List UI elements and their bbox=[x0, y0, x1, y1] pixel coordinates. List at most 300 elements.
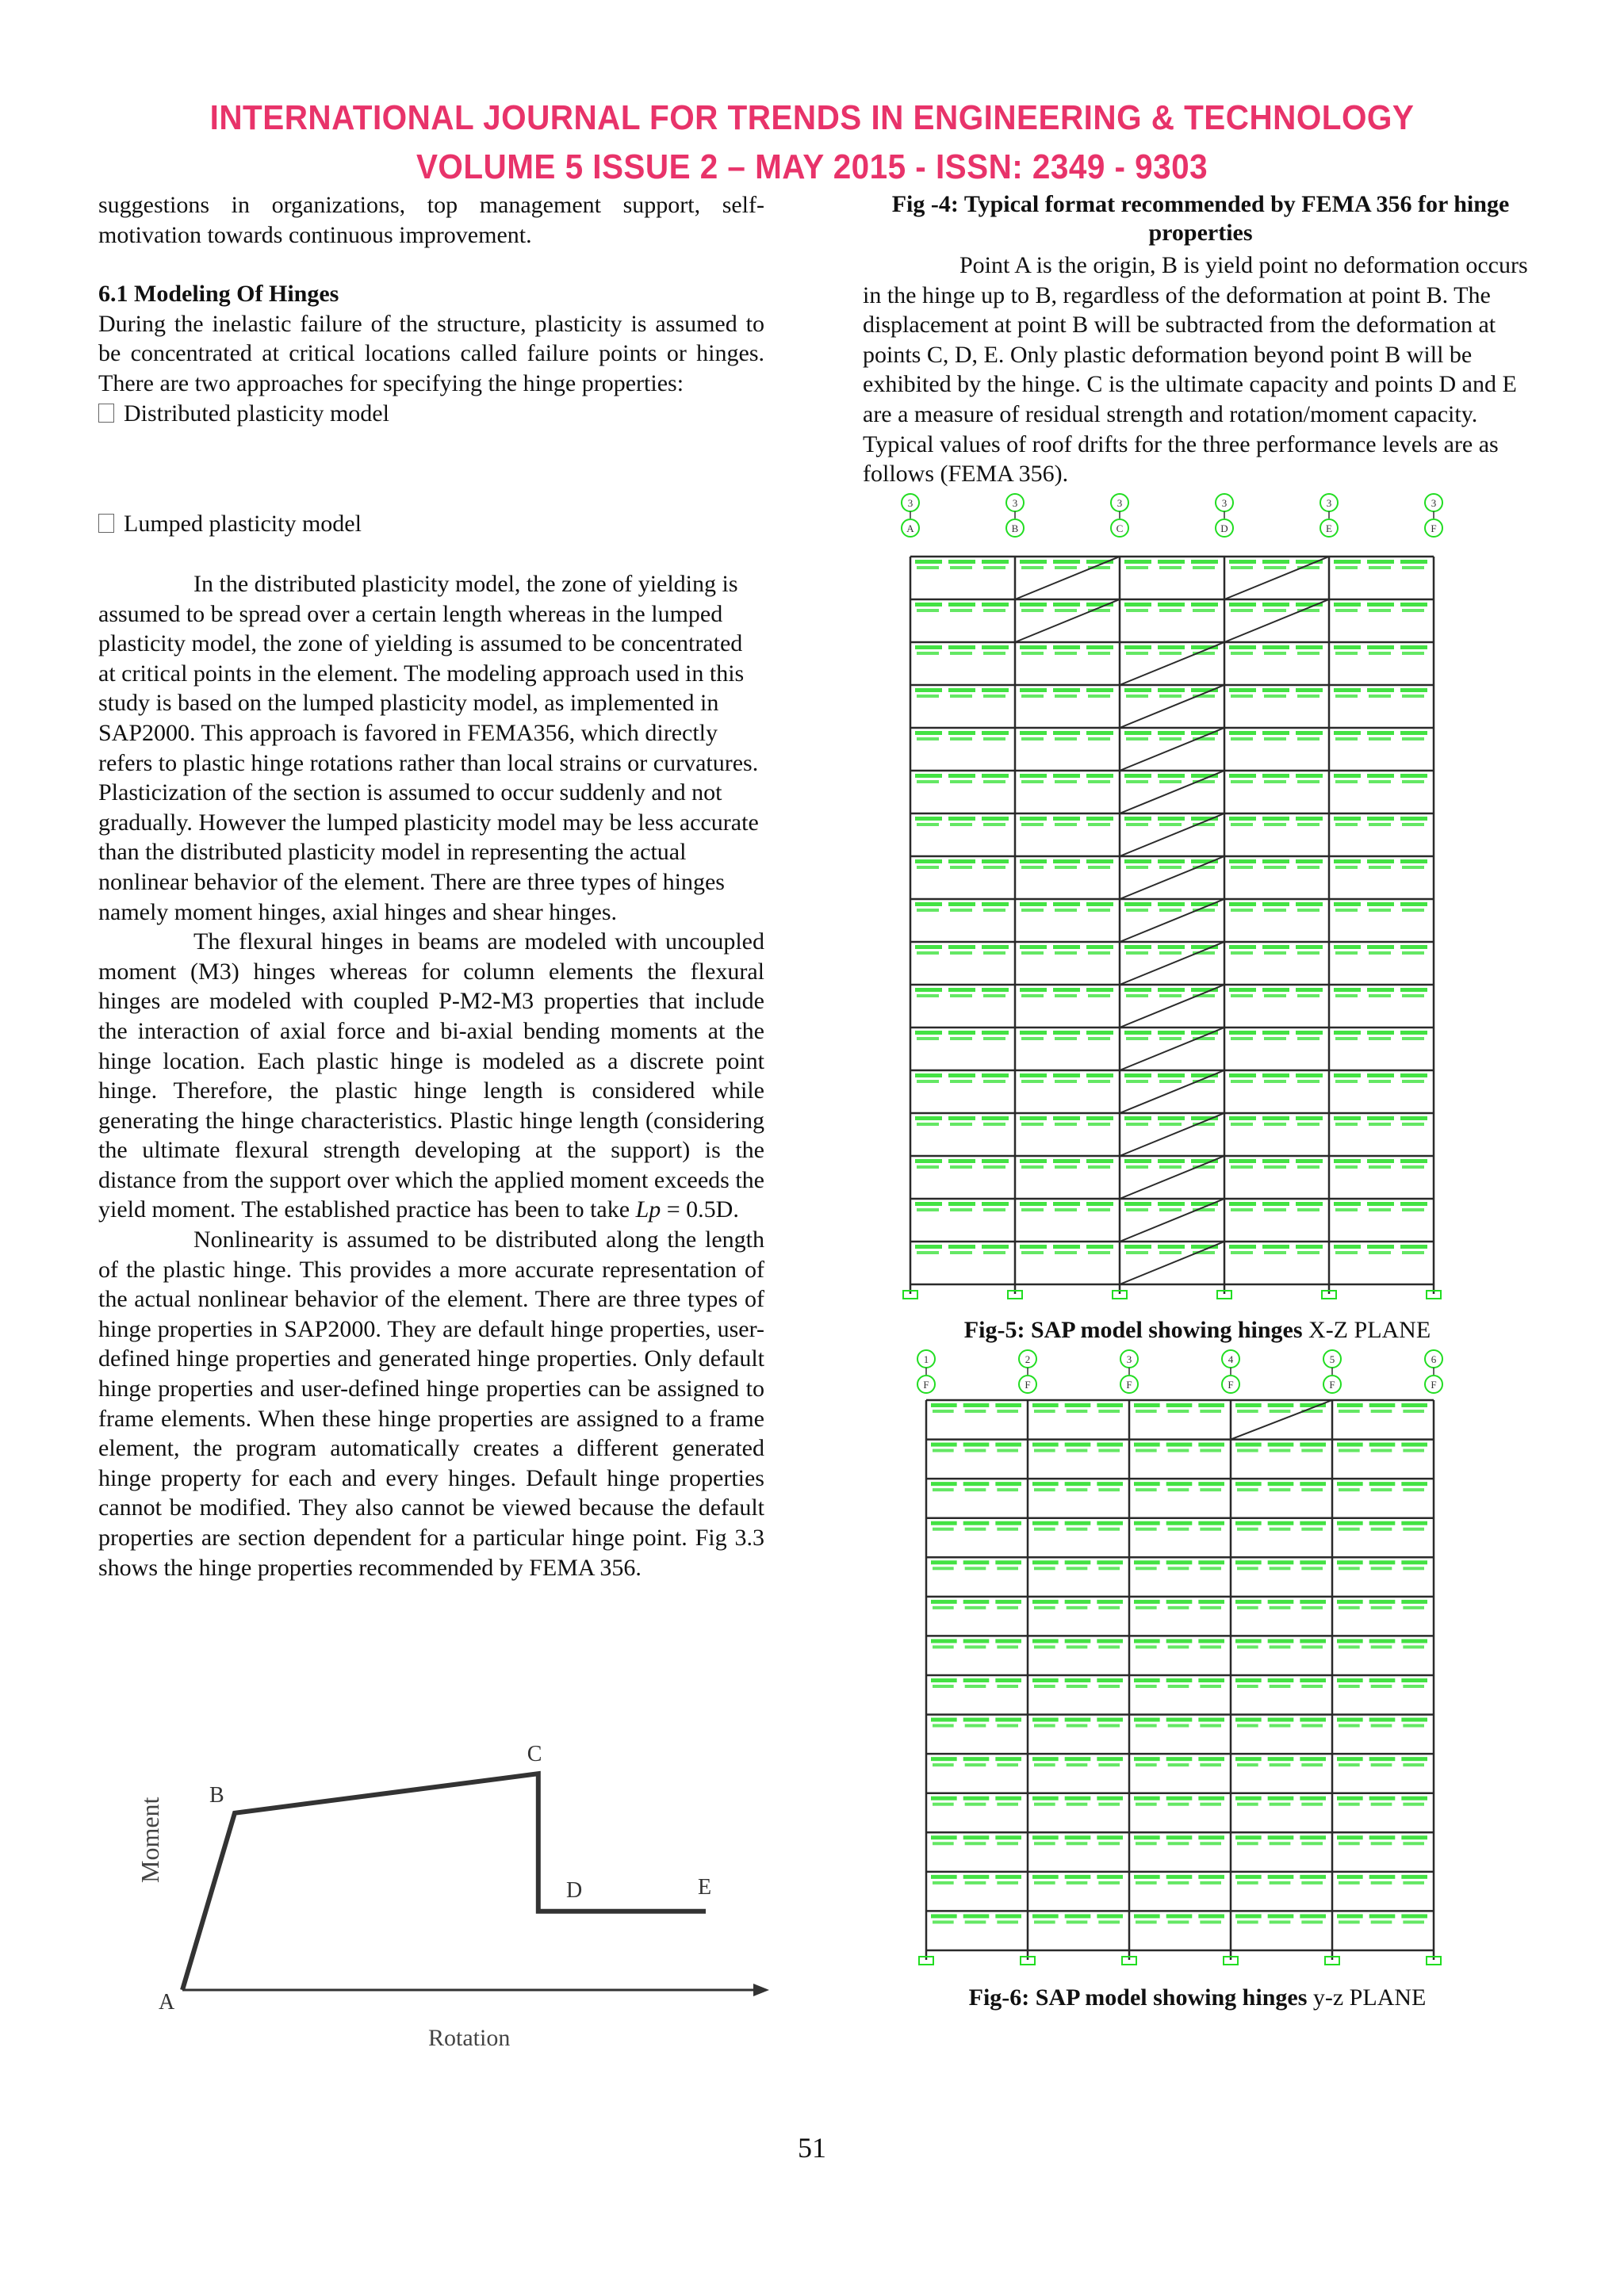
hinge-label-strip bbox=[1159, 1123, 1182, 1126]
hinge-label-strip bbox=[1337, 1443, 1363, 1447]
hinge-label-strip bbox=[915, 560, 942, 564]
hinge-label-strip bbox=[1088, 866, 1110, 869]
hinge-label-strip bbox=[1055, 737, 1077, 740]
hinge-label-strip bbox=[1339, 1685, 1360, 1688]
hinge-label-strip bbox=[948, 731, 975, 735]
hinge-label-strip bbox=[1053, 902, 1080, 906]
hinge-label-strip bbox=[948, 1159, 975, 1163]
hinge-label-strip bbox=[1237, 1645, 1258, 1648]
hinge-label-strip bbox=[1237, 1724, 1258, 1728]
hinge-label-strip bbox=[1126, 737, 1148, 740]
hinge-label-strip bbox=[1158, 1159, 1185, 1163]
hinge-label-strip bbox=[1264, 1208, 1286, 1211]
hinge-label-strip bbox=[1065, 1678, 1091, 1682]
hinge-label-strip bbox=[933, 1645, 954, 1648]
hinge-label-strip bbox=[1367, 688, 1394, 692]
hinge-label-strip bbox=[950, 866, 972, 869]
hinge-label-strip bbox=[1055, 951, 1077, 955]
hinge-label-strip bbox=[1335, 566, 1358, 569]
hinge-label-strip bbox=[1235, 1560, 1262, 1564]
hinge-label-strip bbox=[1158, 731, 1185, 735]
hinge-label-strip bbox=[931, 1718, 957, 1722]
hinge-label-strip bbox=[1134, 1639, 1160, 1643]
hinge-label-strip bbox=[1124, 1073, 1151, 1077]
hinge-label-strip bbox=[1237, 1488, 1258, 1491]
hinge-label-strip bbox=[1198, 1875, 1224, 1879]
hinge-label-strip bbox=[1088, 652, 1110, 655]
hinge-label-strip bbox=[1086, 1073, 1113, 1077]
hinge-label-strip bbox=[1369, 1443, 1396, 1447]
hinge-label-strip bbox=[1402, 909, 1424, 912]
hinge-label-strip bbox=[1168, 1528, 1189, 1531]
hinge-label-strip bbox=[1367, 731, 1394, 735]
hinge-label-strip bbox=[1088, 1165, 1110, 1169]
hinge-label-strip bbox=[1200, 1920, 1221, 1923]
hinge-curve-line bbox=[182, 1774, 706, 1990]
hinge-label-strip bbox=[1034, 1685, 1055, 1688]
hinge-label-strip bbox=[948, 688, 975, 692]
hinge-label-strip bbox=[1159, 1080, 1182, 1083]
hinge-label-strip bbox=[982, 1116, 1009, 1120]
issue-line: VOLUME 5 ISSUE 2 – MAY 2015 - ISSN: 2349 - 9303 bbox=[416, 147, 1208, 186]
hinge-label-strip bbox=[1032, 1639, 1059, 1643]
paragraph-nonlinearity: Nonlinearity is assumed to be distributed along the length of the plastic hinge. This provides a more accurate representation of the actual nonlinear behavior of the element. There are three types of hinge properties in SAP2000. They are default hinge properties, user-defined hinge properties and generated hinge properties. Only default hinge properties and user-defined hinge properties can be assigned to frame elements. When these hinge properties are assigned to a frame element, the program automatically creates a different generated hinge property for each and every hinges. Default hinge properties cannot be modified. They also cannot be viewed because the default properties are section dependent for a particular hinge point. Fig 3.3 shows the hinge properties recommended by FEMA 356. bbox=[98, 1226, 764, 1581]
hinge-label-strip bbox=[1403, 1606, 1424, 1609]
hinge-label-strip bbox=[1136, 1803, 1157, 1806]
hinge-label-strip bbox=[1270, 1410, 1291, 1413]
hinge-label-strip bbox=[950, 1080, 972, 1083]
hinge-label-strip bbox=[1158, 1245, 1185, 1249]
hinge-label-strip bbox=[1124, 902, 1151, 906]
hinge-label-strip bbox=[1055, 1208, 1077, 1211]
hinge-label-strip bbox=[1098, 1410, 1120, 1413]
hinge-label-strip bbox=[965, 1449, 986, 1452]
hinge-label-strip bbox=[1231, 909, 1253, 912]
hinge-label-strip bbox=[997, 1803, 1018, 1806]
hinge-label-strip bbox=[1369, 1914, 1396, 1918]
hinge-label-strip bbox=[1158, 1031, 1185, 1035]
hinge-label-strip bbox=[1055, 823, 1077, 826]
hinge-label-strip bbox=[1300, 1482, 1326, 1486]
hinge-label-strip bbox=[1020, 859, 1047, 863]
hinge-label-strip bbox=[1367, 1073, 1394, 1077]
hinge-label-strip bbox=[1334, 603, 1361, 607]
hinge-label-strip bbox=[1097, 1639, 1123, 1643]
hinge-label-strip bbox=[1055, 609, 1077, 612]
bullet-distributed bbox=[98, 399, 764, 429]
hinge-label-strip bbox=[1065, 1639, 1091, 1643]
hinge-label-strip bbox=[1086, 731, 1113, 735]
hinge-label-strip bbox=[997, 1920, 1018, 1923]
hinge-label-strip bbox=[1369, 737, 1391, 740]
hinge-label-strip bbox=[1034, 1410, 1055, 1413]
hinge-label-strip bbox=[997, 1488, 1018, 1491]
hinge-label-strip bbox=[1158, 945, 1185, 949]
bullet-box-icon bbox=[98, 514, 114, 533]
hinge-label-strip bbox=[1168, 1567, 1189, 1570]
hinge-label-strip bbox=[1334, 688, 1361, 692]
hinge-label-strip bbox=[1159, 1208, 1182, 1211]
hinge-label-strip bbox=[1401, 1718, 1427, 1722]
hinge-label-strip bbox=[1270, 1606, 1291, 1609]
left-column-body bbox=[98, 569, 764, 1582]
hinge-label-strip bbox=[1301, 1488, 1323, 1491]
hinge-label-strip bbox=[1270, 1685, 1291, 1688]
hinge-label-strip bbox=[1032, 1403, 1059, 1407]
hinge-label-strip bbox=[948, 1245, 975, 1249]
hinge-label-strip bbox=[1053, 560, 1080, 564]
hinge-label-strip bbox=[1301, 1449, 1323, 1452]
hinge-label-strip bbox=[1400, 902, 1427, 906]
grid-label: 6 bbox=[1431, 1353, 1437, 1365]
hinge-label-strip bbox=[1053, 603, 1080, 607]
point-label-e: E bbox=[698, 1874, 712, 1900]
hinge-label-strip bbox=[1369, 1403, 1396, 1407]
hinge-label-strip bbox=[995, 1521, 1021, 1525]
hinge-label-strip bbox=[1086, 1202, 1113, 1206]
hinge-label-strip bbox=[1067, 1803, 1088, 1806]
hinge-label-strip bbox=[1126, 695, 1148, 698]
hinge-label-strip bbox=[1034, 1881, 1055, 1885]
hinge-label-strip bbox=[1337, 1914, 1363, 1918]
hinge-label-strip bbox=[1126, 1123, 1148, 1126]
hinge-label-strip bbox=[1124, 945, 1151, 949]
hinge-label-strip bbox=[950, 695, 972, 698]
hinge-label-strip bbox=[948, 1073, 975, 1077]
hinge-label-strip bbox=[1339, 1803, 1360, 1806]
hinge-label-strip bbox=[933, 1685, 954, 1688]
hinge-label-strip bbox=[1402, 609, 1424, 612]
hinge-label-strip bbox=[1067, 1488, 1088, 1491]
hinge-label-strip bbox=[1200, 1410, 1221, 1413]
hinge-label-strip bbox=[1268, 1875, 1294, 1879]
hinge-label-strip bbox=[917, 909, 939, 912]
hinge-label-strip bbox=[950, 566, 972, 569]
hinge-label-strip bbox=[1268, 1757, 1294, 1761]
hinge-label-strip bbox=[1402, 1251, 1424, 1254]
hinge-label-strip bbox=[1134, 1443, 1160, 1447]
hinge-label-strip bbox=[1098, 1842, 1120, 1845]
hinge-label-strip bbox=[1124, 817, 1151, 821]
hinge-label-strip bbox=[915, 945, 942, 949]
hinge-label-strip bbox=[1021, 1123, 1044, 1126]
hinge-label-strip bbox=[1020, 774, 1047, 778]
hinge-label-strip bbox=[1339, 1724, 1360, 1728]
hinge-label-strip bbox=[1270, 1842, 1291, 1845]
hinge-label-strip bbox=[1124, 603, 1151, 607]
hinge-label-strip bbox=[1369, 909, 1391, 912]
hinge-label-strip bbox=[995, 1757, 1021, 1761]
hinge-label-strip bbox=[1136, 1842, 1157, 1845]
hinge-label-strip bbox=[1296, 1116, 1323, 1120]
hinge-label-strip bbox=[1367, 945, 1394, 949]
hinge-label-strip bbox=[1067, 1763, 1088, 1766]
hinge-label-strip bbox=[1268, 1482, 1294, 1486]
hinge-label-strip bbox=[1262, 645, 1289, 649]
hinge-label-strip bbox=[1301, 1881, 1323, 1885]
hinge-label-strip bbox=[1032, 1875, 1059, 1879]
hinge-label-strip bbox=[948, 1031, 975, 1035]
hinge-label-strip bbox=[1200, 1724, 1221, 1728]
hinge-label-strip bbox=[1262, 1159, 1289, 1163]
hinge-label-strip bbox=[1369, 1482, 1396, 1486]
hinge-label-strip bbox=[1193, 609, 1215, 612]
hinge-label-strip bbox=[1231, 609, 1253, 612]
hinge-label-strip bbox=[1334, 1031, 1361, 1035]
hinge-label-strip bbox=[1296, 774, 1323, 778]
hinge-label-strip bbox=[1126, 1251, 1148, 1254]
hinge-label-strip bbox=[965, 1488, 986, 1491]
hinge-label-strip bbox=[1124, 1116, 1151, 1120]
hinge-label-strip bbox=[948, 1202, 975, 1206]
hinge-label-strip bbox=[1401, 1797, 1427, 1800]
hinge-label-strip bbox=[983, 909, 1005, 912]
hinge-label-strip bbox=[1021, 951, 1044, 955]
hinge-label-strip bbox=[1136, 1449, 1157, 1452]
hinge-label-strip bbox=[1400, 731, 1427, 735]
hinge-label-strip bbox=[1229, 902, 1256, 906]
hinge-label-strip bbox=[1401, 1639, 1427, 1643]
hinge-label-strip bbox=[995, 1718, 1021, 1722]
paragraph-approaches: During the inelastic failure of the structure, plasticity is assumed to be concentrated at critical locations called failure points or hinges. There are two approaches for specifying the hinge properties: bbox=[98, 310, 764, 396]
hinge-label-strip bbox=[1231, 1208, 1253, 1211]
hinge-label-strip bbox=[1098, 1803, 1120, 1806]
hinge-label-strip bbox=[1400, 1202, 1427, 1206]
hinge-label-strip bbox=[1136, 1920, 1157, 1923]
hinge-label-strip bbox=[1296, 988, 1323, 992]
hinge-label-strip bbox=[1335, 951, 1358, 955]
hinge-label-strip bbox=[1268, 1718, 1294, 1722]
hinge-label-strip bbox=[1339, 1645, 1360, 1648]
hinge-label-strip bbox=[931, 1914, 957, 1918]
hinge-label-strip bbox=[1124, 688, 1151, 692]
hinge-label-strip bbox=[1270, 1803, 1291, 1806]
hinge-label-strip bbox=[963, 1797, 990, 1800]
hinge-label-strip bbox=[1235, 1875, 1262, 1879]
hinge-label-strip bbox=[1235, 1403, 1262, 1407]
hinge-label-strip bbox=[1200, 1842, 1221, 1845]
hinge-label-strip bbox=[1032, 1914, 1059, 1918]
hinge-label-strip bbox=[1053, 988, 1080, 992]
hinge-label-strip bbox=[983, 994, 1005, 997]
hinge-label-strip bbox=[1088, 994, 1110, 997]
hinge-label-strip bbox=[1402, 1037, 1424, 1040]
hinge-label-strip bbox=[915, 902, 942, 906]
hinge-label-strip bbox=[1301, 1606, 1323, 1609]
hinge-label-strip bbox=[1371, 1410, 1392, 1413]
paragraph-distributed: In the distributed plasticity model, the zone of yielding is assumed to be spread over a certain length whereas in the lumped plasticity model, the zone of yielding is assumed to be concentrated at critical points in the element. The modeling approach used in this study is based on the lumped plasticity model, as implemented in SAP2000. This approach is favored in FEMA356, which directly refers to plastic hinge rotations rather than local strains or curvatures. Plasticization of the section is assumed to occur suddenly and not gradually. However the lumped plasticity model may be less accurate than the distributed plasticity model in representing the actual nonlinear behavior of the element. There are three types of hinges namely moment hinges, axial hinges and shear hinges. bbox=[98, 571, 759, 925]
hinge-label-strip bbox=[1297, 1208, 1320, 1211]
hinge-label-strip bbox=[1198, 1914, 1224, 1918]
hinge-label-strip bbox=[1231, 1251, 1253, 1254]
hinge-label-strip bbox=[1400, 1116, 1427, 1120]
hinge-label-strip bbox=[1229, 945, 1256, 949]
hinge-label-strip bbox=[931, 1482, 957, 1486]
hinge-label-strip bbox=[917, 566, 939, 569]
hinge-label-strip bbox=[1369, 1835, 1396, 1839]
hinge-label-strip bbox=[1403, 1645, 1424, 1648]
hinge-label-strip bbox=[1369, 823, 1391, 826]
hinge-label-strip bbox=[1337, 1521, 1363, 1525]
hinge-label-strip bbox=[1053, 945, 1080, 949]
hinge-label-strip bbox=[1098, 1567, 1120, 1570]
hinge-label-strip bbox=[1034, 1567, 1055, 1570]
hinge-label-strip bbox=[1098, 1645, 1120, 1648]
hinge-label-strip bbox=[1300, 1678, 1326, 1682]
hinge-label-strip bbox=[933, 1763, 954, 1766]
hinge-label-strip bbox=[1297, 909, 1320, 912]
hinge-label-strip bbox=[1198, 1757, 1224, 1761]
hinge-label-strip bbox=[1098, 1528, 1120, 1531]
hinge-label-strip bbox=[950, 823, 972, 826]
hinge-label-strip bbox=[1401, 1678, 1427, 1682]
hinge-label-strip bbox=[1229, 1031, 1256, 1035]
hinge-label-strip bbox=[1339, 1567, 1360, 1570]
hinge-label-strip bbox=[963, 1600, 990, 1604]
grid-sublabel: F bbox=[1329, 1379, 1335, 1391]
hinge-label-strip bbox=[1034, 1920, 1055, 1923]
hinge-label-strip bbox=[1400, 1031, 1427, 1035]
hinge-label-strip bbox=[1337, 1678, 1363, 1682]
hinge-label-strip bbox=[1168, 1724, 1189, 1728]
hinge-label-strip bbox=[1053, 1116, 1080, 1120]
hinge-label-strip bbox=[1403, 1528, 1424, 1531]
hinge-label-strip bbox=[1021, 1251, 1044, 1254]
axis-arrow-icon bbox=[753, 1984, 769, 1996]
hinge-label-strip bbox=[1297, 866, 1320, 869]
hinge-label-strip bbox=[1067, 1685, 1088, 1688]
hinge-label-strip bbox=[1021, 823, 1044, 826]
fig6-caption: Fig-6: SAP model showing hinges y-z PLANE bbox=[968, 1984, 1427, 2011]
hinge-label-strip bbox=[1369, 1718, 1396, 1722]
hinge-label-strip bbox=[1334, 645, 1361, 649]
point-label-d: D bbox=[566, 1877, 583, 1903]
hinge-label-strip bbox=[933, 1449, 954, 1452]
hinge-label-strip bbox=[1136, 1763, 1157, 1766]
hinge-label-strip bbox=[1198, 1718, 1224, 1722]
hinge-label-strip bbox=[1300, 1600, 1326, 1604]
hinge-label-strip bbox=[1367, 817, 1394, 821]
hinge-label-strip bbox=[1053, 774, 1080, 778]
hinge-label-strip bbox=[1124, 645, 1151, 649]
hinge-label-strip bbox=[1335, 652, 1358, 655]
hinge-label-strip bbox=[1235, 1521, 1262, 1525]
hinge-label-strip bbox=[1124, 1159, 1151, 1163]
hinge-label-strip bbox=[1158, 859, 1185, 863]
hinge-label-strip bbox=[1134, 1521, 1160, 1525]
hinge-label-strip bbox=[983, 866, 1005, 869]
hinge-label-strip bbox=[997, 1528, 1018, 1531]
hinge-label-strip bbox=[1065, 1914, 1091, 1918]
hinge-label-strip bbox=[1086, 988, 1113, 992]
hinge-label-strip bbox=[931, 1639, 957, 1643]
hinge-label-strip bbox=[915, 603, 942, 607]
hinge-label-strip bbox=[1159, 823, 1182, 826]
hinge-label-strip bbox=[1067, 1724, 1088, 1728]
hinge-label-strip bbox=[917, 951, 939, 955]
hinge-label-strip bbox=[1098, 1920, 1120, 1923]
hinge-label-strip bbox=[1200, 1645, 1221, 1648]
hinge-label-strip bbox=[1158, 988, 1185, 992]
hinge-label-strip bbox=[1124, 774, 1151, 778]
hinge-label-strip bbox=[1126, 652, 1148, 655]
hinge-label-strip bbox=[1297, 695, 1320, 698]
point-label-c: C bbox=[527, 1742, 542, 1767]
hinge-label-strip bbox=[1159, 994, 1182, 997]
hinge-label-strip bbox=[1166, 1875, 1193, 1879]
hinge-label-strip bbox=[933, 1842, 954, 1845]
hinge-label-strip bbox=[1400, 1159, 1427, 1163]
hinge-label-strip bbox=[1371, 1685, 1392, 1688]
hinge-label-strip bbox=[1339, 1606, 1360, 1609]
hinge-label-strip bbox=[1067, 1920, 1088, 1923]
hinge-label-strip bbox=[1369, 1678, 1396, 1682]
hinge-label-strip bbox=[915, 1073, 942, 1077]
grid-label: 3 bbox=[1221, 497, 1228, 509]
hinge-label-strip bbox=[963, 1914, 990, 1918]
hinge-label-strip bbox=[1270, 1763, 1291, 1766]
hinge-label-strip bbox=[965, 1645, 986, 1648]
hinge-label-strip bbox=[1369, 1757, 1396, 1761]
hinge-label-strip bbox=[1067, 1567, 1088, 1570]
hinge-label-strip bbox=[1086, 688, 1113, 692]
hinge-label-strip bbox=[963, 1875, 990, 1879]
hinge-label-strip bbox=[1296, 731, 1323, 735]
hinge-label-strip bbox=[1067, 1645, 1088, 1648]
hinge-label-strip bbox=[1369, 1521, 1396, 1525]
hinge-label-strip bbox=[1086, 1031, 1113, 1035]
hinge-label-strip bbox=[915, 774, 942, 778]
hinge-label-strip bbox=[963, 1560, 990, 1564]
hinge-label-strip bbox=[1369, 1639, 1396, 1643]
hinge-label-strip bbox=[933, 1567, 954, 1570]
hinge-label-strip bbox=[1335, 866, 1358, 869]
hinge-label-strip bbox=[1200, 1803, 1221, 1806]
hinge-label-strip bbox=[1337, 1482, 1363, 1486]
hinge-label-strip bbox=[1020, 1245, 1047, 1249]
hinge-label-strip bbox=[1300, 1718, 1326, 1722]
hinge-label-strip bbox=[917, 823, 939, 826]
grid-label: 3 bbox=[1126, 1353, 1132, 1365]
hinge-label-strip bbox=[1402, 1208, 1424, 1211]
hinge-label-strip bbox=[1098, 1881, 1120, 1885]
hinge-label-strip bbox=[1098, 1449, 1120, 1452]
hinge-label-strip bbox=[1237, 1685, 1258, 1688]
hinge-label-strip bbox=[1264, 1080, 1286, 1083]
hinge-label-strip bbox=[1200, 1449, 1221, 1452]
hinge-label-strip bbox=[931, 1757, 957, 1761]
hinge-label-strip bbox=[1400, 560, 1427, 564]
hinge-label-strip bbox=[1158, 1073, 1185, 1077]
hinge-label-strip bbox=[1229, 1116, 1256, 1120]
hinge-label-strip bbox=[1097, 1482, 1123, 1486]
hinge-label-strip bbox=[1402, 780, 1424, 783]
hinge-label-strip bbox=[1198, 1482, 1224, 1486]
hinge-label-strip bbox=[1126, 866, 1148, 869]
hinge-label-strip bbox=[1032, 1835, 1059, 1839]
hinge-label-strip bbox=[1088, 1208, 1110, 1211]
hinge-label-strip bbox=[1168, 1842, 1189, 1845]
hinge-label-strip bbox=[1335, 994, 1358, 997]
hinge-label-strip bbox=[1235, 1835, 1262, 1839]
sap-model-xz-figure bbox=[887, 492, 1505, 1303]
hinge-label-strip bbox=[1166, 1914, 1193, 1918]
hinge-label-strip bbox=[1231, 780, 1253, 783]
hinge-label-strip bbox=[1296, 902, 1323, 906]
hinge-label-strip bbox=[1335, 780, 1358, 783]
hinge-label-strip bbox=[1403, 1763, 1424, 1766]
hinge-label-strip bbox=[1335, 1037, 1358, 1040]
